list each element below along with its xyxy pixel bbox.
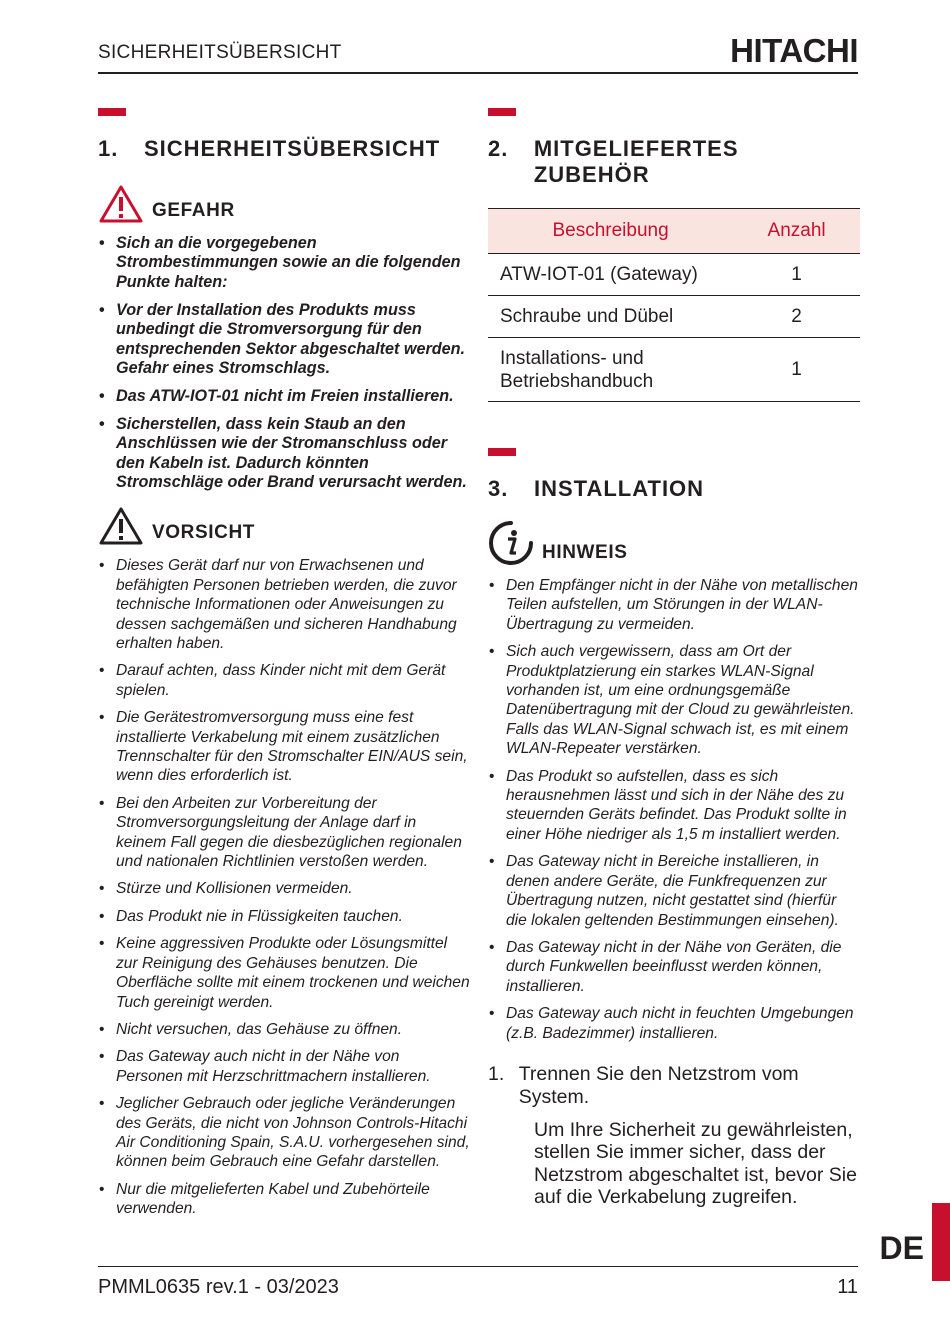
- table-cell: 2: [733, 296, 860, 338]
- list-item: • Das ATW-IOT-01 nicht im Freien installieren.: [98, 387, 470, 406]
- right-column: [488, 108, 860, 1209]
- list-item: • Stürze und Kollisionen vermeiden.: [98, 879, 470, 898]
- table-cell: 1: [733, 254, 860, 296]
- section-marker: [488, 448, 516, 456]
- document-code: PMML0635 rev.1 - 03/2023: [98, 1276, 339, 1298]
- list-item: • Darauf achten, dass Kinder nicht mit dem Gerät spielen.: [98, 661, 470, 700]
- table-header-row: [488, 209, 860, 254]
- list-item: • Keine aggressiven Produkte oder Lösungsmittel zur Reinigung des Gehäuses benutzen. Die Oberfläche sollte mit einem trockenen und weichen Tuch gereinigt werden.: [98, 934, 470, 1012]
- section-number: 1.: [98, 136, 119, 161]
- table-row: [488, 338, 860, 402]
- section-2-heading: [488, 136, 860, 188]
- caution-label: VORSICHT: [152, 522, 255, 544]
- table-cell: ATW-IOT-01 (Gateway): [488, 254, 733, 296]
- list-item: • Das Gateway auch nicht in feuchten Umgebungen (z.B. Badezimmer) installieren.: [488, 1004, 860, 1043]
- danger-label: GEFAHR: [152, 200, 235, 221]
- list-item: • Das Produkt nie in Flüssigkeiten tauchen.: [98, 907, 470, 926]
- caution-alert: [98, 506, 470, 546]
- table-cell: Installations- und Betriebshandbuch: [488, 338, 733, 402]
- notice-list: [488, 576, 860, 1043]
- left-column: [98, 108, 470, 1227]
- list-item: • Sicherstellen, dass kein Staub an den Anschlüssen wie der Stromanschluss oder den Kabeln ist. Dadurch könnten Stromschläge oder Brand verursacht werden.: [98, 415, 470, 493]
- table-row: [488, 254, 860, 296]
- language-tab: [932, 1203, 950, 1281]
- accessories-table: [488, 208, 860, 402]
- list-item: • Nicht versuchen, das Gehäuse zu öffnen.: [98, 1020, 470, 1039]
- notice-label: HINWEIS: [542, 542, 628, 563]
- list-item: • Jeglicher Gebrauch oder jegliche Veränderungen des Geräts, die nicht von Johnson Controls-Hitachi Air Conditioning Spain, S.A.U. vorhergesehen sind, können beim Gebrauch eine Gefahr darstellen.: [98, 1094, 470, 1172]
- list-item: • Den Empfänger nicht in der Nähe von metallischen Teilen aufstellen, um Störungen in der WLAN-Übertragung zu vermeiden.: [488, 576, 860, 634]
- section-marker: [488, 108, 516, 116]
- danger-alert: [98, 184, 470, 224]
- list-item: • Das Gateway auch nicht in der Nähe von Personen mit Herzschrittmachern installieren.: [98, 1047, 470, 1086]
- section-marker: [98, 108, 126, 116]
- warning-triangle-icon: [98, 184, 144, 224]
- column-header: Beschreibung: [488, 209, 733, 254]
- list-item: • Die Gerätestromversorgung muss eine fest installierte Verkabelung mit einem zusätzlichen Trennschalter für den Stromschalter EIN/AUS sein, wenn dies erforderlich ist.: [98, 708, 470, 786]
- section-title: SICHERHEITSÜBERSICHT: [144, 136, 441, 161]
- list-item: • Nur die mitgelieferten Kabel und Zubehörteile verwenden.: [98, 1180, 470, 1219]
- step-number: 1.: [488, 1062, 505, 1085]
- list-item: • Vor der Installation des Produkts muss unbedingt die Stromversorgung für den entsprechenden Sektor abgeschaltet werden. Gefahr eines Stromschlags.: [98, 301, 470, 379]
- list-item: • Bei den Arbeiten zur Vorbereitung der Stromversorgungsleitung der Anlage darf in keinem Fall gegen die diesbezüglichen regionalen und nationalen Richtlinien verstoßen werden.: [98, 794, 470, 872]
- section-1-heading: [98, 136, 470, 162]
- install-step-1: [488, 1063, 860, 1109]
- info-icon: [488, 520, 534, 566]
- language-label: DE: [879, 1230, 924, 1266]
- table-row: [488, 296, 860, 338]
- footer-divider: [98, 1266, 858, 1267]
- table-cell: 1: [733, 338, 860, 402]
- section-title: INSTALLATION: [534, 476, 705, 501]
- warning-triangle-icon: [98, 506, 144, 546]
- section-number: 2.: [488, 136, 509, 161]
- list-item: • Sich an die vorgegebenen Strombestimmungen sowie an die folgenden Punkte halten:: [98, 234, 470, 292]
- section-number: 3.: [488, 476, 509, 501]
- hitachi-logo: HITACHI: [730, 32, 858, 69]
- list-item: • Dieses Gerät darf nur von Erwachsenen und befähigten Personen betrieben werden, die zuvor technische Informationen oder Anweisungen zu dessen sachgemäßen und sicheren Handhabung erhalten haben.: [98, 556, 470, 653]
- notice-alert: [488, 520, 860, 566]
- step-text: Trennen Sie den Netzstrom vom System.: [518, 1062, 799, 1108]
- caution-list: [98, 556, 470, 1218]
- list-item: • Sich auch vergewissern, dass am Ort der Produktplatzierung ein starkes WLAN-Signal vorhanden ist, um eine ordnungsgemäße Datenübertragung mit der Cloud zu gewährleisten. Falls das WLAN-Signal schwach ist, es mit einem WLAN-Repeater verstärken.: [488, 642, 860, 758]
- list-item: • Das Produkt so aufstellen, dass es sich herausnehmen lässt und sich in der Nähe des zu steuernden Geräts befindet. Das Produkt sollte in einer Höhe niedriger als 1,5 m installiert werden.: [488, 767, 860, 845]
- page-number: 11: [837, 1276, 858, 1298]
- list-item: • Das Gateway nicht in Bereiche installieren, in denen andere Geräte, die Funkfrequenzen zur Übertragung nutzen, nicht gestattet sind (hierfür die lokalen geltenden Bestimmungen einsehen).: [488, 852, 860, 930]
- step-note: Um Ihre Sicherheit zu gewährleisten, stellen Sie immer sicher, dass der Netzstrom abgeschaltet ist, bevor Sie auf die Verkabelung zugreifen.: [534, 1118, 857, 1209]
- section-3-heading: [488, 476, 860, 502]
- table-cell: Schraube und Dübel: [488, 296, 733, 338]
- header-title: SICHERHEITSÜBERSICHT: [98, 42, 342, 63]
- danger-list: [98, 234, 470, 492]
- header-divider: [98, 72, 858, 74]
- section-title: MITGELIEFERTES ZUBEHÖR: [533, 136, 739, 187]
- column-header: Anzahl: [733, 209, 860, 254]
- list-item: • Das Gateway nicht in der Nähe von Geräten, die durch Funkwellen beeinflusst werden können, installieren.: [488, 938, 860, 996]
